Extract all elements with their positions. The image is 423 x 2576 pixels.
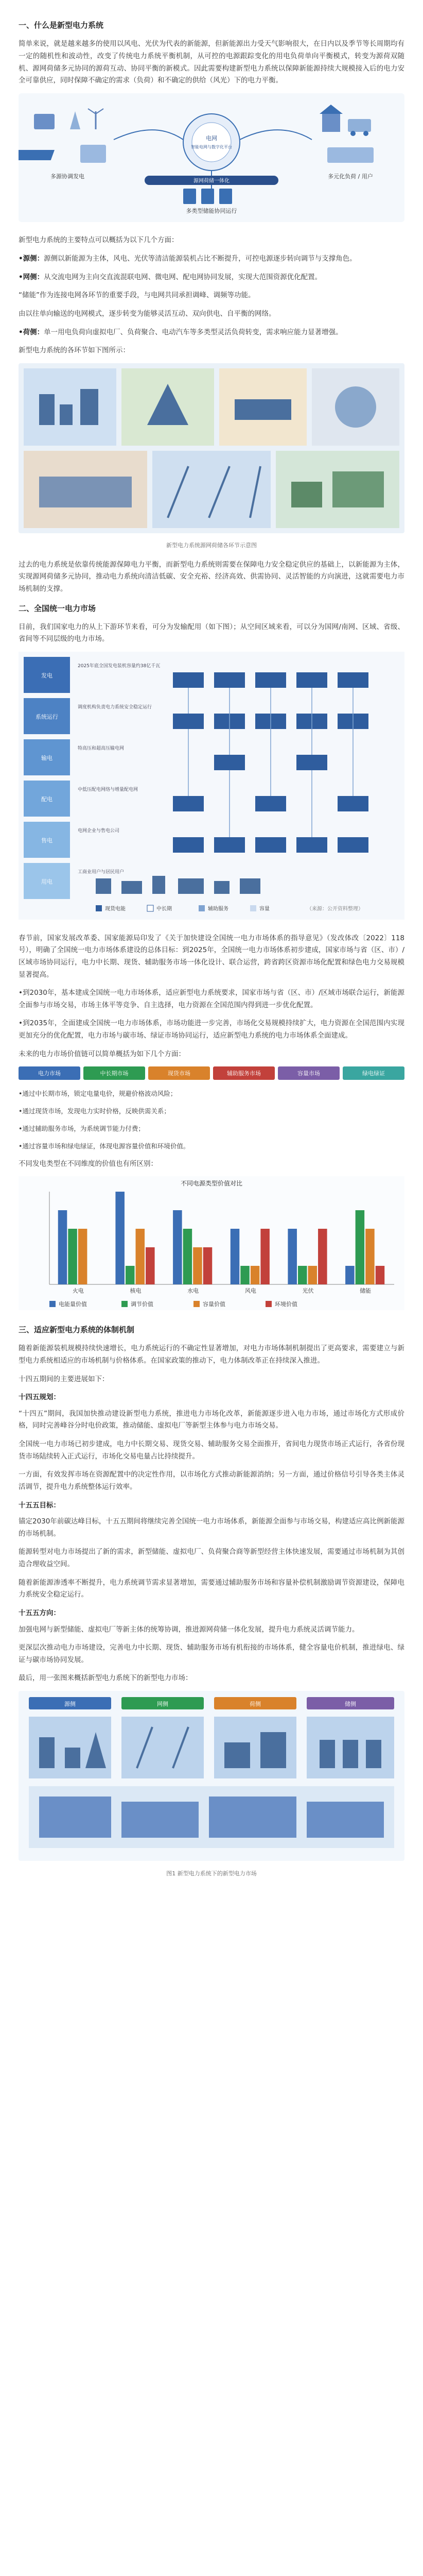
storage-icons <box>183 189 232 204</box>
chain-item: 电力市场 <box>19 1066 80 1080</box>
right-label: 多元化负荷 / 用户 <box>328 173 373 180</box>
top-label: 网侧 <box>157 1701 168 1707</box>
bar <box>365 1229 375 1284</box>
list-text: 从交流电网为主向交直流混联电网、微电网、配电网协同发展，实现大范围资源优化配置。 <box>44 273 322 281</box>
paragraph: 一方面，有效发挥市场在资源配置中的决定性作用，以市场化方式推动新能源消纳；另一方面，通过价格信号引导各类主体灵活调节，提升电力系统整体运行效率。 <box>19 1470 404 1491</box>
chain-item: 辅助服务市场 <box>213 1066 275 1080</box>
gen-sub: 2025年底全国发电装机容量约38亿千瓦 <box>78 664 161 669</box>
legend-item: 中长期 <box>156 906 172 912</box>
list-text: 单一用电负荷向虚拟电厂、负荷聚合、电动汽车等多类型灵活负荷转变，需求响应能力显著增强。 <box>44 328 343 336</box>
bar <box>298 1266 307 1284</box>
use-label: 用电 <box>41 878 52 885</box>
paragraph: •到2035年，全面建成全国统一电力市场体系，市场功能进一步完善，市场化交易规模持续扩大，电力资源在全国范围内实现更加充分的优化配置，电力市场与碳市场、绿证市场协同运行，适应新型电力系统的电力市场体系全面建成。 <box>19 1019 404 1040</box>
center-label: 电网 <box>206 134 217 142</box>
legend-item: 辅助服务 <box>208 906 228 912</box>
paragraph: 能源转型对电力市场提出了新的需求，新型储能、虚拟电厂、负荷聚合商等新型经营主体快速发展，需要通过市场机制为其创造合理收益空间。 <box>19 1548 404 1568</box>
sys-label: 系统运行 <box>36 714 58 720</box>
bullet: •通过现货市场，发现电力实时价格，反映供需关系； <box>19 1107 170 1115</box>
value-chain <box>19 1066 404 1080</box>
paragraph: 加强电网与新型储能、虚拟电厂等新主体的统筹协调，推进源网荷储一体化发展，提升电力系统灵活调节能力。 <box>19 1625 359 1634</box>
chart-title: 不同电源类型价值对比 <box>180 1180 243 1188</box>
trans-label: 输电 <box>41 755 52 761</box>
paragraph: 新型电力系统的各环节如下图所示： <box>19 346 130 355</box>
bar <box>173 1210 182 1284</box>
legend-swatch <box>266 1301 272 1307</box>
bar <box>318 1229 327 1284</box>
legend-swatch <box>49 1301 56 1307</box>
gen-label: 发电 <box>41 672 52 679</box>
bullet: •通过辅助服务市场，为系统调节能力付费； <box>19 1125 145 1132</box>
list-text: 源侧以新能源为主体，风电、光伏等清洁能源装机占比不断提升，可控电源逐步转向调节与支撑角色。 <box>44 255 357 263</box>
bar <box>183 1229 192 1284</box>
bottom-label: 多类型储能协同运行 <box>186 207 237 214</box>
paragraph <box>19 253 404 265</box>
section-title: 三、适应新型电力系统的体制机制 <box>19 1325 135 1334</box>
bar <box>231 1229 240 1284</box>
paragraph: •到2030年，基本建成全国统一电力市场体系，适应新型电力系统要求，国家市场与省（区、市）/区域市场联合运行，新能源全面参与市场交易，市场主体平等竞争、自主选择，电力资源在全国范围内得到进一步优化配置。 <box>19 989 404 1009</box>
bar <box>203 1247 213 1284</box>
market-structure-diagram <box>19 652 404 920</box>
bar <box>260 1229 270 1284</box>
hub-label: 智能电网与数字化平台 <box>191 144 232 149</box>
top-label: 源侧 <box>64 1701 76 1707</box>
figure-collage <box>19 363 404 551</box>
bar <box>115 1192 125 1284</box>
figure-caption: 图1 新型电力系统下的新型电力市场 <box>166 1870 257 1877</box>
value-chart <box>19 1176 404 1310</box>
bullet: •通过中长期市场，锁定电量电价，规避价格波动风险； <box>19 1090 177 1098</box>
legend-label: 调节价值 <box>131 1301 153 1308</box>
x-tick-label: 水电 <box>187 1287 199 1295</box>
legend-swatch <box>193 1301 200 1307</box>
left-label: 多源协调发电 <box>50 173 84 180</box>
legend-item: 容量 <box>259 906 270 912</box>
top-label: 荷侧 <box>250 1701 261 1707</box>
bar <box>68 1229 77 1284</box>
paragraph: 目前，我们国家电力的从上下游环节来看，可分为发输配用（如下图）；从空间区域来看，可以分为国网/南网、区域、省级、省间等不同层级的电力市场。 <box>19 622 404 643</box>
paragraph: 春节前，国家发展改革委、国家能源局印发了《关于加快建设全国统一电力市场体系的指导意见》（发改体改〔2022〕118号），明确了全国统一电力市场体系建设的总体目标：到2025年，全国统一电力市场体系初步建成，国家市场与省（区、市）/区域市场协同运行，电力中长期、现货、辅助服务市场一体化设计、联合运营，跨省跨区资源市场化配置和绿色电力交易规模显著提高。 <box>19 934 404 979</box>
list-label: •源侧： <box>19 255 44 263</box>
paragraph: 过去的电力系统是依靠传统能源保障电力平衡，而新型电力系统则需要在保障电力安全稳定供应的基础上，以新能源为主体，实现源网荷储多元协同，推动电力系统向清洁低碳、安全充裕、经济高效、供需协同、灵活智能的方向演进，这就需要电力市场机制的支撑。 <box>19 560 404 593</box>
paragraph: “十四五”期间，我国加快推动建设新型电力系统，推进电力市场化改革，新能源逐步进入电力市场，通过市场化方式形成价格，同时完善峰谷分时电价政策，推动储能、虚拟电厂等新型主体参与电力市场交易。 <box>19 1409 404 1430</box>
legend-label: 电能量价值 <box>59 1301 87 1308</box>
paragraph: 十四五期间的主要进展如下： <box>19 1375 109 1383</box>
section-title: 一、什么是新型电力系统 <box>19 21 104 30</box>
sys-sub: 调度机构负责电力系统安全稳定运行 <box>78 705 152 710</box>
paragraph: 不同发电类型在不同维度的价值也有所区别： <box>19 1159 157 1168</box>
power-system-collage <box>19 363 404 533</box>
bar <box>193 1247 202 1284</box>
paragraph: 全国统一电力市场已初步建成，电力中长期交易、现货交易、辅助服务交易全面推开，省间电力现货市场正式运行，各省份现货市场陆续转入正式运行，市场化交易电量占比持续提升。 <box>19 1440 404 1461</box>
figure-value-chart <box>19 1176 404 1315</box>
legend-item: 现货电能 <box>105 906 126 912</box>
bar <box>146 1247 155 1284</box>
paragraph <box>19 272 404 284</box>
legend-swatch <box>121 1301 128 1307</box>
chain-item: 中长期市场 <box>83 1066 145 1080</box>
list-label: •荷侧： <box>19 328 44 336</box>
figure-caption: 新型电力系统源网荷储各环节示意图 <box>166 542 257 549</box>
x-tick-label: 风电 <box>244 1287 256 1295</box>
chain-item: 现货市场 <box>148 1066 210 1080</box>
chain-item: 容量市场 <box>278 1066 340 1080</box>
figure-final-infographic <box>19 1691 404 1878</box>
figure-note: （来源：公开资料整理） <box>307 906 363 912</box>
bar <box>345 1266 355 1284</box>
sell-sub: 电网企业与售电公司 <box>78 828 120 834</box>
legend-label: 环境价值 <box>275 1301 297 1308</box>
top-label: 储侧 <box>345 1701 356 1707</box>
trans-sub: 特高压和超高压输电网 <box>78 746 125 751</box>
bottom-bar-label: 源网荷储一体化 <box>193 178 230 184</box>
paragraph: 最后，用一张图来概括新型电力系统下的新型电力市场： <box>19 1674 192 1683</box>
figure-energy-system <box>19 93 404 227</box>
bar <box>240 1266 250 1284</box>
bar <box>356 1210 365 1284</box>
bar <box>288 1229 297 1284</box>
bar <box>58 1210 67 1284</box>
section-title: 二、全国统一电力市场 <box>19 603 96 613</box>
final-infographic <box>19 1691 404 1861</box>
legend-label: 容量价值 <box>203 1301 225 1308</box>
x-tick-label: 火电 <box>72 1287 84 1295</box>
bar <box>78 1229 87 1284</box>
paragraph: 随着新能源渗透率不断提升，电力系统调节需求显著增加，需要通过辅助服务市场和容量补偿机制激励调节资源建设，保障电力系统安全稳定运行。 <box>19 1578 404 1599</box>
bar <box>136 1229 145 1284</box>
paragraph: 未来的电力市场价值链可以简单概括为如下几个方面： <box>19 1049 185 1058</box>
paragraph: 由以往单向输送的电网模式，逐步转变为能够灵活互动、双向供电、自平衡的网络。 <box>19 309 276 318</box>
chain-item: 绿电绿证 <box>343 1066 404 1080</box>
bar <box>376 1266 385 1284</box>
bullet: •通过容量市场和绿电绿证，体现电源容量价值和环境价值。 <box>19 1142 190 1150</box>
energy-system-diagram <box>19 93 404 222</box>
paragraph <box>19 327 404 339</box>
paragraph: 简单来说，就是越来越多的使用以风电、光伏为代表的新能源，但新能源出力受天气影响很大，在日内以及季节等长周期均有一定的随机性和波动性，改变了传统电力系统平衡机制，从可控的电源跟踪变化的用电负荷单向平衡模式，转变为源荷双随机、源网荷储多元协同的源荷互动、协同平衡的新模式。因此需要构建新型电力系统以保障新能源持续大规模接入后的电力安全可靠供应，同时保障不确定的需求（负荷）和不确定的供给（风光）下的电力平衡。 <box>19 40 404 85</box>
paragraph: “储能”作为连接电网各环节的重要手段，与电网共同承担调峰、调频等功能。 <box>19 291 255 300</box>
subheading: 十五五方向： <box>19 1608 60 1617</box>
list-label: •网侧： <box>19 273 44 281</box>
subheading: 十四五规划： <box>19 1393 60 1402</box>
x-tick-label: 储能 <box>360 1287 372 1295</box>
dist-sub: 中低压配电网络与增量配电网 <box>78 787 138 792</box>
figure-market-structure <box>19 652 404 924</box>
subheading: 十五五目标： <box>19 1501 60 1510</box>
paragraph: 随着新能源装机规模持续快速增长，电力系统运行的不确定性显著增加，对电力市场体制机制提出了更高要求，需要建立与新型电力系统相适应的市场机制与价格体系。在国家政策的推动下，电力体制改革正在持续深入推进。 <box>19 1344 404 1365</box>
bar <box>251 1266 260 1284</box>
paragraph: 锚定2030年前碳达峰目标，十五五期间将继续完善全国统一电力市场体系，新能源全面参与市场交易，构建适应高比例新能源的市场机制。 <box>19 1517 404 1538</box>
paragraph: 更深层次推动电力市场建设，完善电力中长期、现货、辅助服务市场有机衔接的市场体系，健全容量电价机制，推进绿电、绿证与碳市场协同发展。 <box>19 1643 404 1664</box>
bar <box>308 1266 318 1284</box>
use-sub: 工商业用户与居民用户 <box>78 870 125 875</box>
bar <box>126 1266 135 1284</box>
x-tick-label: 光伏 <box>302 1287 314 1295</box>
paragraph: 新型电力系统的主要特点可以概括为以下几个方面： <box>19 236 179 245</box>
dist-label: 配电 <box>41 796 52 803</box>
x-tick-label: 核电 <box>130 1287 142 1295</box>
sell-label: 售电 <box>41 837 52 844</box>
